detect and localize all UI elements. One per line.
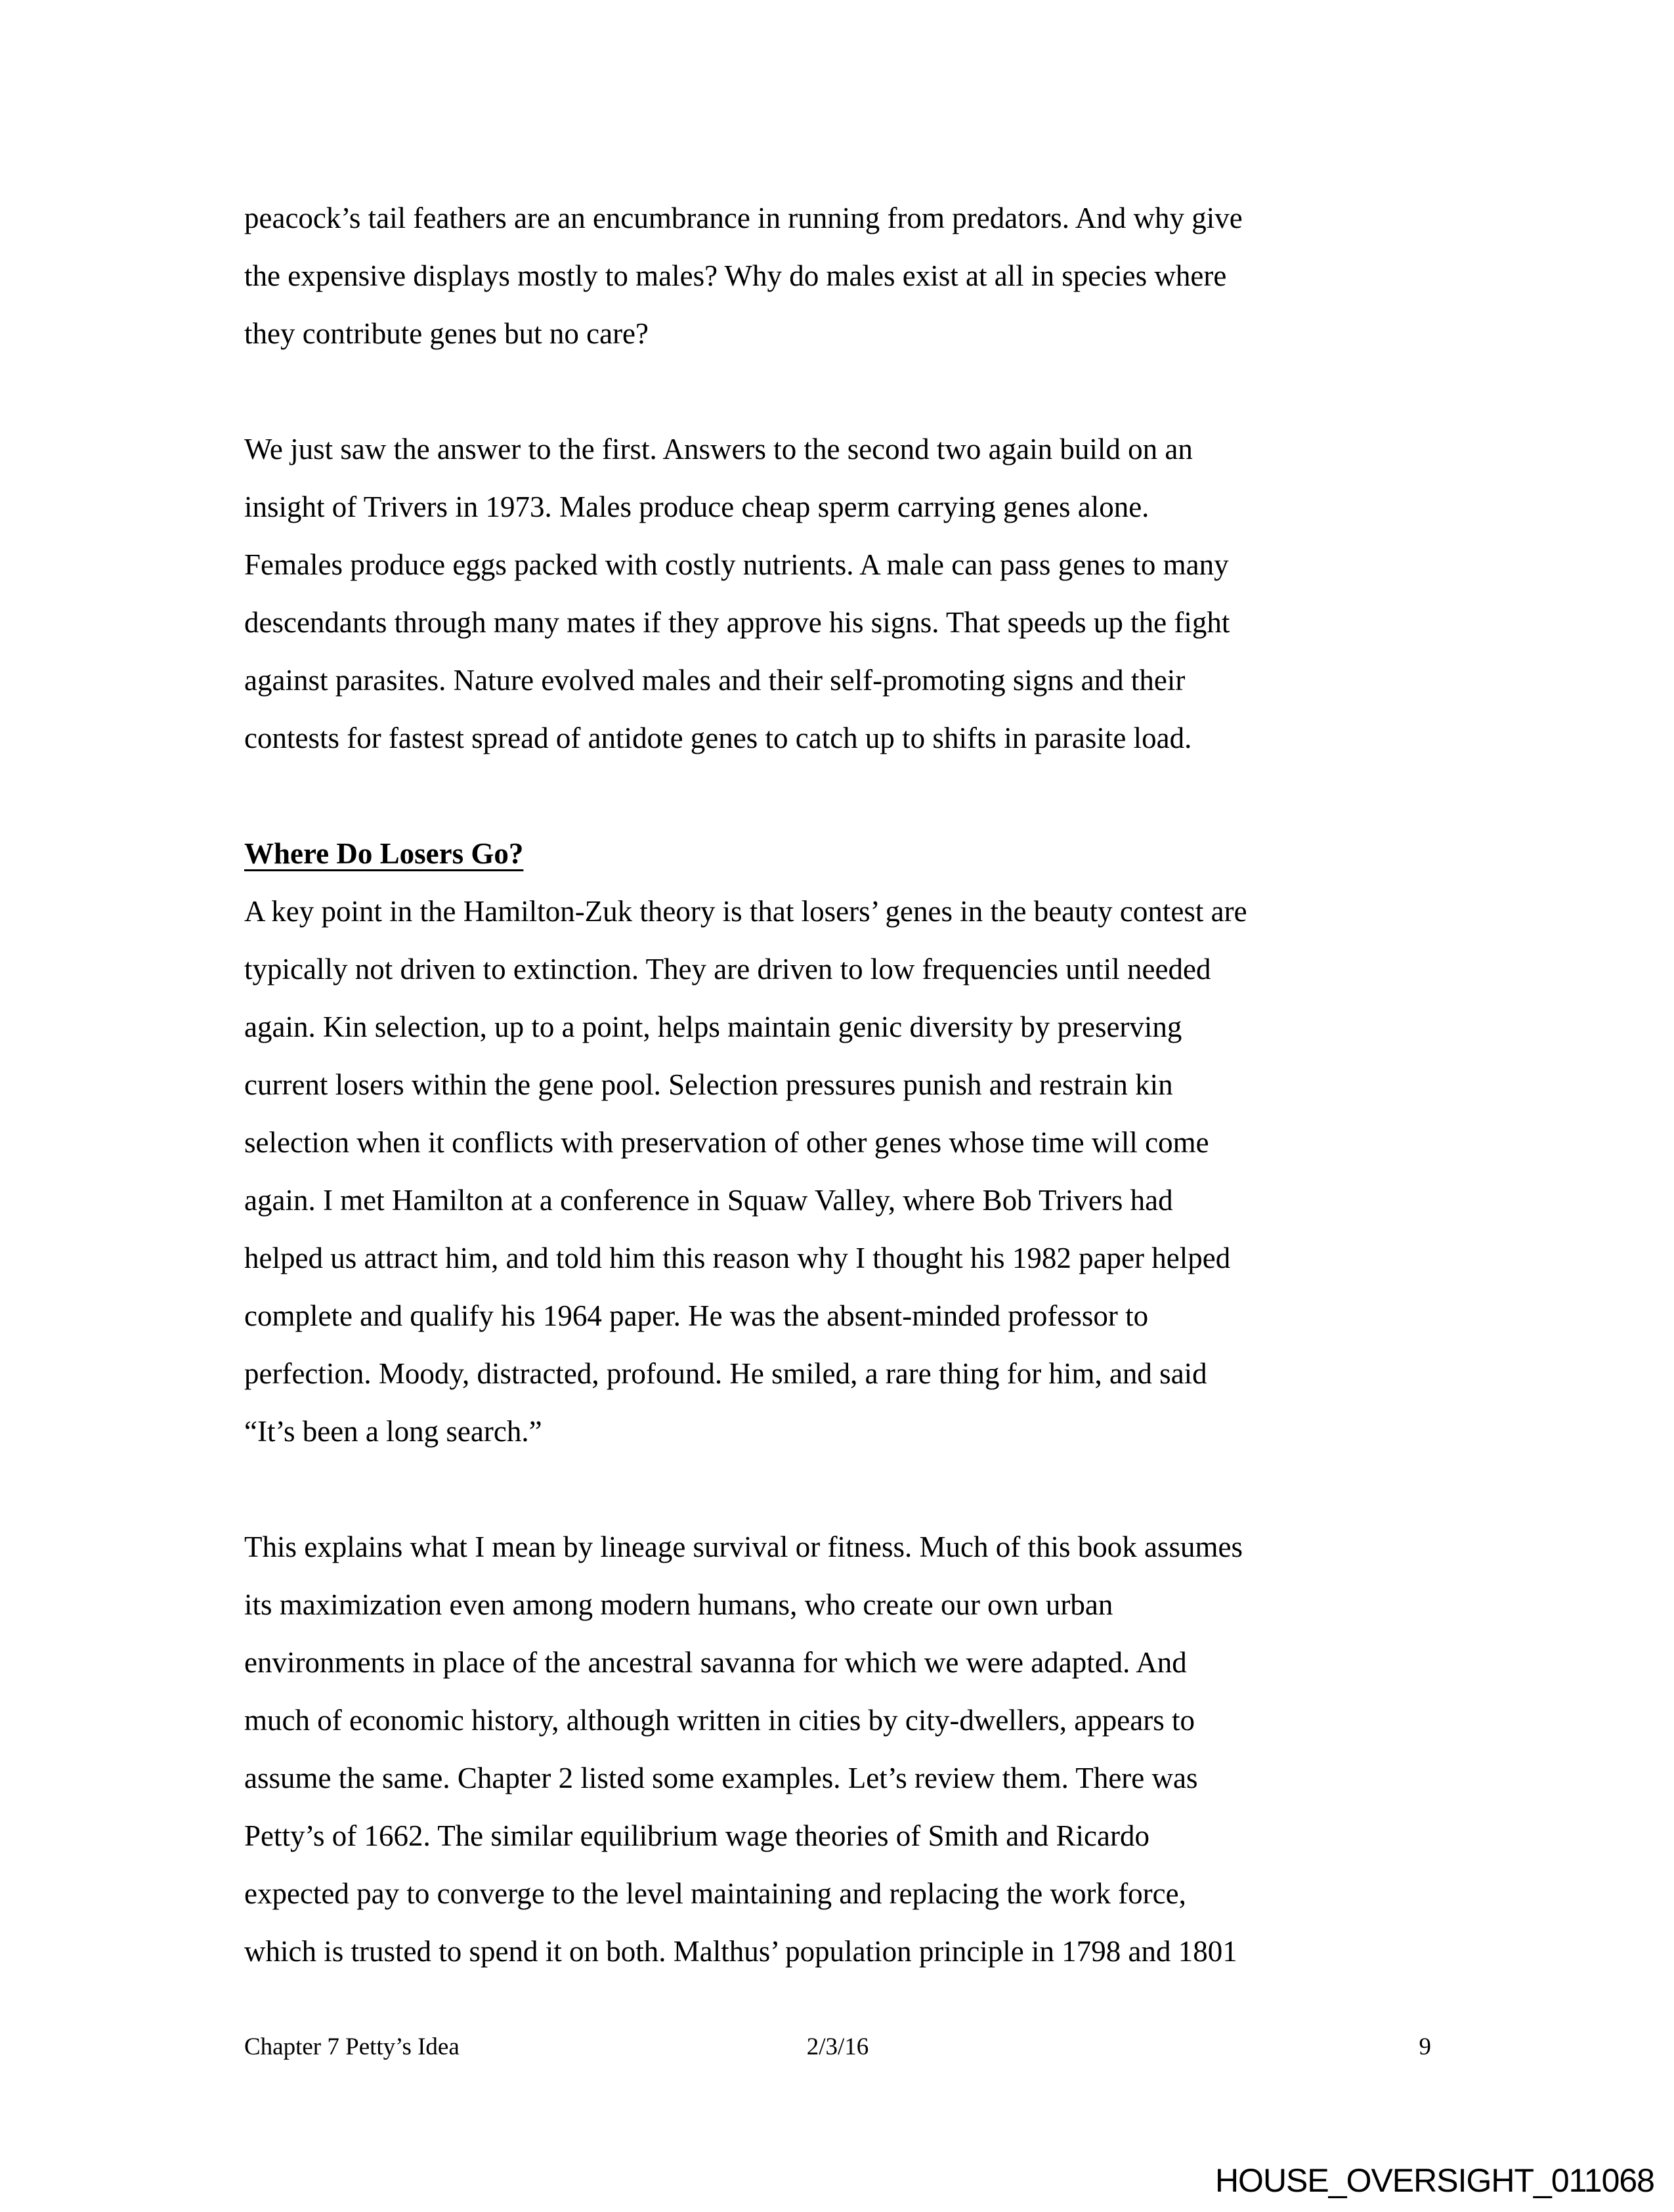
text-line: A key point in the Hamilton-Zuk theory is that losers’ genes in the beauty contest are [244, 895, 1247, 928]
text-line: complete and qualify his 1964 paper. He was the absent-minded professor to [244, 1299, 1149, 1332]
heading-line: Where Do Losers Go? [244, 837, 524, 870]
body-paragraph [244, 420, 1465, 767]
page-footer [244, 2033, 1431, 2062]
text-line: against parasites. Nature evolved males and their self-promoting signs and their [244, 664, 1186, 697]
text-line: selection when it conflicts with preservation of other genes whose time will come [244, 1126, 1209, 1159]
text-line: assume the same. Chapter 2 listed some examples. Let’s review them. There was [244, 1762, 1198, 1794]
text-line: Petty’s of 1662. The similar equilibrium wage theories of Smith and Ricardo [244, 1819, 1149, 1852]
section-heading [244, 825, 1465, 882]
footer-page-number: 9 [1419, 2033, 1431, 2060]
text-line: expected pay to converge to the level maintaining and replacing the work force, [244, 1877, 1186, 1910]
text-line: much of economic history, although written in cities by city-dwellers, appears to [244, 1704, 1195, 1737]
footer-date: 2/3/16 [806, 2033, 869, 2060]
text-line: its maximization even among modern humans, who create our own urban [244, 1588, 1113, 1621]
text-line: current losers within the gene pool. Selection pressures punish and restrain kin [244, 1068, 1173, 1101]
bates-stamp: HOUSE_OVERSIGHT_011068 [1214, 2162, 1654, 2199]
text-line: perfection. Moody, distracted, profound. He smiled, a rare thing for him, and said [244, 1357, 1207, 1390]
text-line: “It’s been a long search.” [244, 1415, 542, 1448]
text-line: This explains what I mean by lineage survival or fitness. Much of this book assumes [244, 1530, 1243, 1563]
document-body [244, 189, 1465, 1980]
text-line: helped us attract him, and told him this reason why I thought his 1982 paper helped [244, 1242, 1231, 1274]
text-line: descendants through many mates if they approve his signs. That speeds up the fight [244, 606, 1230, 639]
body-paragraph [244, 189, 1465, 362]
text-line: the expensive displays mostly to males? Why do males exist at all in species where [244, 259, 1227, 292]
text-line: contests for fastest spread of antidote genes to catch up to shifts in parasite load. [244, 722, 1192, 754]
body-paragraph [244, 882, 1465, 1460]
text-line: insight of Trivers in 1973. Males produce cheap sperm carrying genes alone. [244, 490, 1149, 523]
text-line: typically not driven to extinction. They are driven to low frequencies until needed [244, 953, 1211, 986]
text-line: again. Kin selection, up to a point, helps maintain genic diversity by preserving [244, 1010, 1182, 1043]
text-line: they contribute genes but no care? [244, 317, 649, 350]
text-line: which is trusted to spend it on both. Malthus’ population principle in 1798 and 1801 [244, 1935, 1237, 1968]
text-line: Females produce eggs packed with costly nutrients. A male can pass genes to many [244, 548, 1229, 581]
text-line: again. I met Hamilton at a conference in Squaw Valley, where Bob Trivers had [244, 1184, 1173, 1217]
text-line: peacock’s tail feathers are an encumbrance in running from predators. And why give [244, 202, 1243, 234]
text-line: We just saw the answer to the first. Answers to the second two again build on an [244, 433, 1193, 466]
text-line: environments in place of the ancestral savanna for which we were adapted. And [244, 1646, 1187, 1679]
body-paragraph [244, 1518, 1465, 1980]
footer-chapter-title: Chapter 7 Petty’s Idea [244, 2033, 460, 2060]
